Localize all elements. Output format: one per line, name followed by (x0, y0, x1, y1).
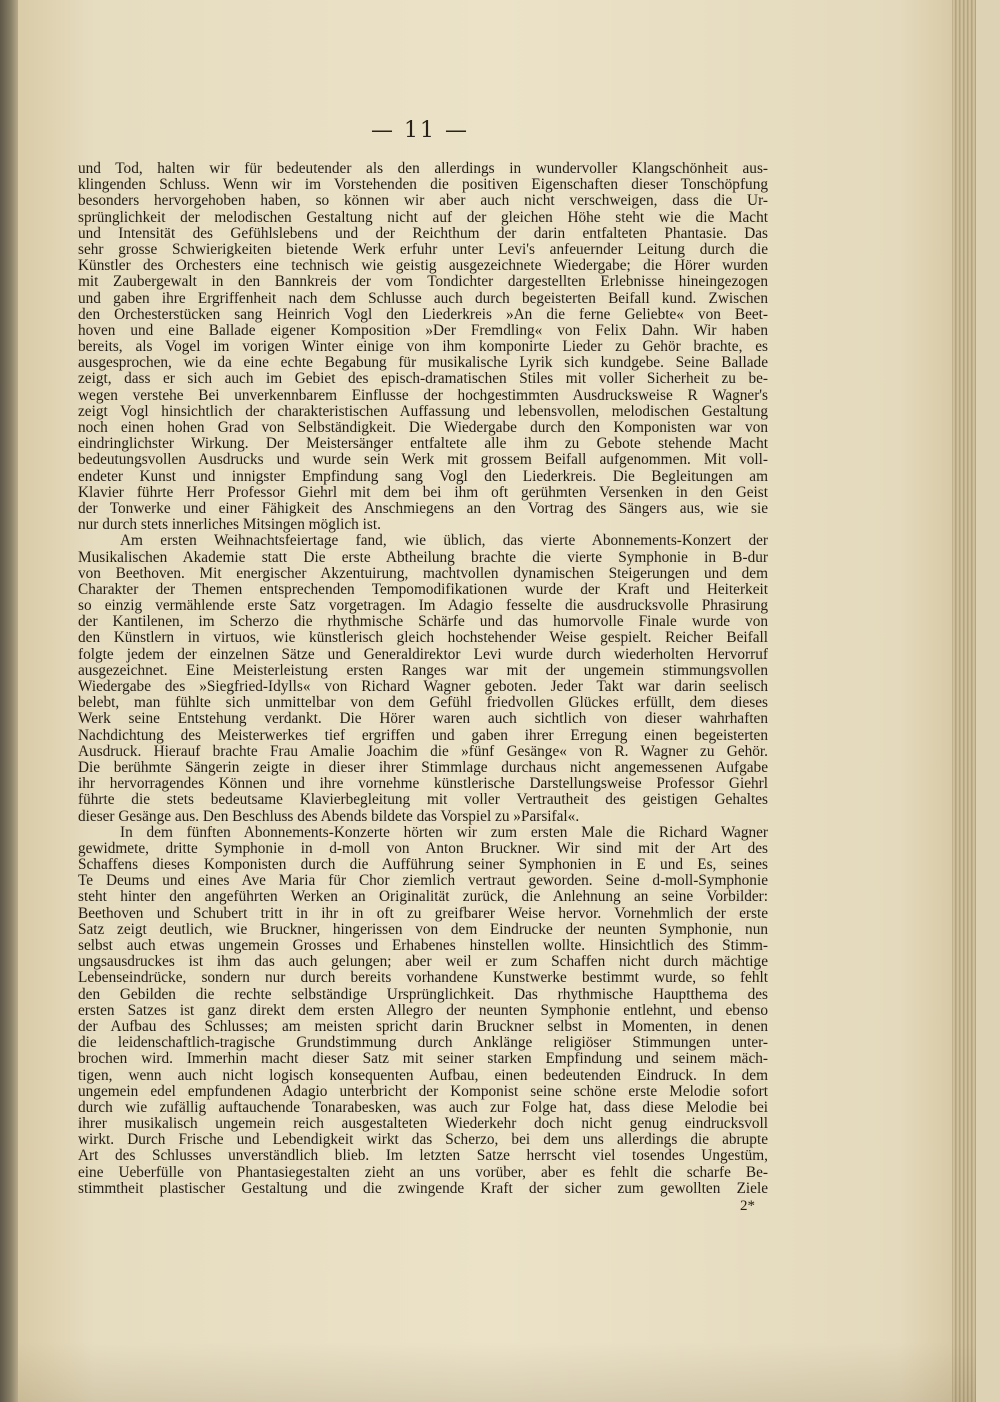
page-number: — 11 — (371, 118, 469, 143)
text-line: der Kantilenen, im Scherzo die rhythmische Schärfe und das humorvolle Finale wurde von (78, 614, 768, 631)
text-line: ungemein edel empfundenen Adagio unterbricht der Komponist seine schöne erste Melodie sofort (78, 1083, 768, 1100)
text-line: brochen wird. Immerhin macht dieser Satz mit seiner starken Empfindung und seinem mäch- (78, 1051, 768, 1068)
text-line: Charakter der Themen entsprechenden Tempomodifikationen wurde der Kraft und Heiterkeit (78, 581, 768, 598)
text-line: führte die stets bedeutsame Klavierbegleitung mit voller Vertrautheit des geistigen Gehaltes (78, 792, 768, 809)
body-text (78, 161, 768, 1197)
text-line: nur durch stets innerliches Mitsingen möglich ist. (78, 517, 381, 534)
page-shadow (18, 1342, 976, 1402)
page-edges (952, 0, 976, 1402)
text-line: Satz zeigt deutlich, wie Bruckner, hingerissen von dem Eindrucke der neunten Symphonie, nun (78, 921, 768, 938)
text-line: die leidenschaftlich-tragische Grundstimmung durch Anklänge religiöser Stimmungen unter- (78, 1035, 768, 1052)
text-line: besonders hervorgehoben haben, so können wir aber auch nicht verschweigen, dass die Ur- (78, 193, 768, 210)
text-line: Art des Schlusses unverständlich blieb. Im letzten Satze herrscht viel tosendes Ungestüm, (78, 1148, 768, 1165)
text-line: mit Zaubergewalt in den Bannkreis der vom Tondichter dargestellten Erlebnisse hineingezogen (78, 274, 768, 291)
text-line: von Beethoven. Mit energischer Akzentuirung, machtvollen dynamischen Steigerungen und dem (78, 565, 768, 582)
text-line: und Intensität des Gefühlslebens und der Reichthum der darin entfalteten Phantasie. Das (78, 225, 768, 242)
text-line: und Tod, halten wir für bedeutender als den allerdings in wundervoller Klangschönheit aus- (78, 161, 768, 177)
text-line: Lebenseindrücke, sondern nur durch bereits vorhandene Kunstwerke bestimmt wurde, so fehlt (78, 970, 768, 987)
text-line: endeter Kunst und innigster Empfindung sang Vogl den Liederkreis. Die Begleitungen am (78, 468, 768, 485)
text-line: tigen, wenn auch nicht logisch konsequenten Aufbau, einen bedeutenden Eindruck. In dem (78, 1067, 768, 1084)
text-line: sehr grosse Schwierigkeiten bietende Werk erfuhr unter Levi's anfeuernder Leitung durch die (78, 241, 768, 258)
text-line: bedeutungsvollen Ausdrucks und wurde sein Werk mit grossem Beifall aufgenommen. Mit voll- (78, 452, 768, 469)
text-line: ihr hervorragendes Können und ihre vornehme künstlerische Darstellungsweise Professor Giehrl (78, 776, 768, 793)
text-line: bereits, als Vogel im vorigen Winter einige von ihm komponirte Lieder zu Gehör brachte, es (78, 339, 768, 356)
text-line: steht hinter den angeführten Werken an Originalität zurück, die Anlehnung an seine Vorbilder: (78, 889, 768, 906)
text-line: Künstler des Orchesters eine technisch wie geistig ausgezeichnete Wiedergabe; die Hörer wurden (78, 258, 768, 275)
text-line: den Orchesterstücken sang Heinrich Vogl den Liederkreis »An die ferne Geliebte« von Beet- (78, 306, 768, 323)
text-line: selbst auch etwas ungemein Grosses und Erhabenes hinstellen wollte. Hinsichtlich des Stimm- (78, 938, 768, 954)
text-line: Nachdichtung des Meisterwerkes tief ergriffen und gaben ihrer Erregung einen begeisterten (78, 727, 768, 744)
text-line: wegen verstehe Bei unverkennbarem Einflusse der hochgestimmten Ausdrucksweise R Wagner's (78, 387, 768, 404)
text-line: Te Deums und eines Ave Maria für Chor ziemlich vertraut geworden. Seine d-moll-Symphonie (78, 873, 768, 890)
text-line: zeigt, dass er sich auch im Gebiet des episch-dramatischen Stiles mit voller Sicherheit zu be- (78, 371, 768, 388)
text-line: Werk seine Entstehung verdankt. Die Hörer waren auch sichtlich von dieser wahrhaften (78, 711, 768, 728)
text-line: sprünglichkeit der melodischen Gestaltung nicht auf der gleichen Höhe steht wie die Macht (78, 209, 768, 226)
text-line: wirkt. Durch Frische und Lebendigkeit wirkt das Scherzo, bei dem uns allerdings die abrupte (78, 1132, 768, 1149)
text-line: belebt, man fühlte sich unmittelbar von dem Gefühl friedvollen Glückes erfüllt, dem dieses (78, 695, 768, 712)
book-binding (0, 0, 18, 1402)
text-line: In dem fünften Abonnements-Konzerte hörten wir zum ersten Male die Richard Wagner (120, 824, 768, 841)
text-line: durch wie zufällig auftauchende Tonarabesken, was auch zur Folge hat, dass diese Melodie bei (78, 1099, 768, 1116)
text-line: Klavier führte Herr Professor Giehrl mit dem bei ihm oft gerühmten Versenken in den Geist (78, 484, 768, 501)
text-line: Musikalischen Akademie statt Die erste Abtheilung brachte die vierte Symphonie in B-dur (78, 549, 768, 566)
text-line: ausgesprochen, wie da eine echte Begabung für musikalische Lyrik sich kundgebe. Seine Ballade (78, 355, 768, 372)
text-line: der Tonwerke und einer Fähigkeit des Anschmiegens an den Vortrag des Sängers aus, wie sie (78, 500, 768, 517)
text-line: den Künstlern in virtuos, wie künstlerisch gleich hochstehender Weise gespielt. Reicher Beifall (78, 630, 768, 647)
text-line: hoven und eine Ballade eigener Komposition »Der Fremdling« von Felix Dahn. Wir haben (78, 322, 768, 339)
text-line: gewidmete, dritte Symphonie in d-moll von Anton Bruckner. Wir sind mit der Art des (78, 840, 768, 857)
text-line: eindringlichster Wirkung. Der Meistersänger entfaltete alle ihm zu Gebote stehende Macht (78, 436, 768, 453)
text-line: und gaben ihre Ergriffenheit nach dem Schlusse auch durch begeisterten Beifall kund. Zwischen (78, 290, 768, 307)
text-line: so einzig vermählende erste Satz vorgetragen. Im Adagio fesselte die ausdrucksvolle Phrasirung (78, 598, 768, 615)
text-line: Schaffens dieses Komponisten durch die Aufführung seiner Symphonien in E und Es, seines (78, 857, 768, 874)
text-line: den Gebilden die rechte selbständige Ursprünglichkeit. Das rhythmische Hauptthema des (78, 986, 768, 1003)
text-line: ihrer musikalisch ungemein reich ausgestalteten Wiederkehr doch nicht genug eindrucksvoll (78, 1116, 768, 1133)
text-line: zeigt Vogl hinsichtlich der charakteristischen Auffassung und lebensvollen, melodischen Gestaltung (78, 403, 768, 420)
text-line: Ausdruck. Hierauf brachte Frau Amalie Joachim die »fünf Gesänge« von R. Wagner zu Gehör. (78, 743, 768, 760)
text-line: folgte jedem der einzelnen Sätze und Generaldirektor Levi wurde durch wiederholten Hervorruf (78, 646, 768, 663)
text-line: Am ersten Weihnachtsfeiertage fand, wie üblich, das vierte Abonnements-Konzert der (120, 533, 768, 550)
text-line: ersten Satzes ist ganz direkt dem ersten Allegro der neunten Symphonie entlehnt, und ebenso (78, 1002, 768, 1019)
signature-mark: 2* (740, 1198, 755, 1214)
text-line: dieser Gesänge aus. Den Beschluss des Abends bildete das Vorspiel zu »Parsifal«. (78, 808, 580, 825)
text-line: Wiedergabe des »Siegfried-Idylls« von Richard Wagner geboten. Jeder Takt war darin seelisch (78, 679, 768, 695)
text-line: eine Ueberfülle von Phantasiegestalten zieht an uns vorüber, aber es fehlt die scharfe Be- (78, 1164, 768, 1181)
text-line: klingenden Schluss. Wenn wir im Vorstehenden die positiven Eigenschaften dieser Tonschöpfung (78, 177, 768, 194)
text-line: ungsausdruckes ist ihm das auch gelungen; aber weil er zum Schaffen nicht durch mächtige (78, 954, 768, 971)
text-line: Beethoven und Schubert tritt in ihr in oft zu greifbarer Weise hervor. Vornehmlich der erste (78, 905, 768, 922)
text-line: Die berühmte Sängerin zeigte in dieser ihrer Stimmlage durchaus nicht angemessenen Aufgabe (78, 759, 768, 776)
text-line: ausgezeichnet. Eine Meisterleistung ersten Ranges war mit der ungemein stimmungsvollen (78, 662, 768, 679)
text-line: noch einen hohen Grad von Selbständigkeit. Die Wiedergabe durch den Komponisten war von (78, 420, 768, 436)
text-line: stimmtheit plastischer Gestaltung und die zwingende Kraft der sicher zum gewollten Ziele (78, 1180, 768, 1197)
text-line: der Aufbau des Schlusses; am meisten spricht darin Bruckner selbst in Momenten, in denen (78, 1018, 768, 1035)
